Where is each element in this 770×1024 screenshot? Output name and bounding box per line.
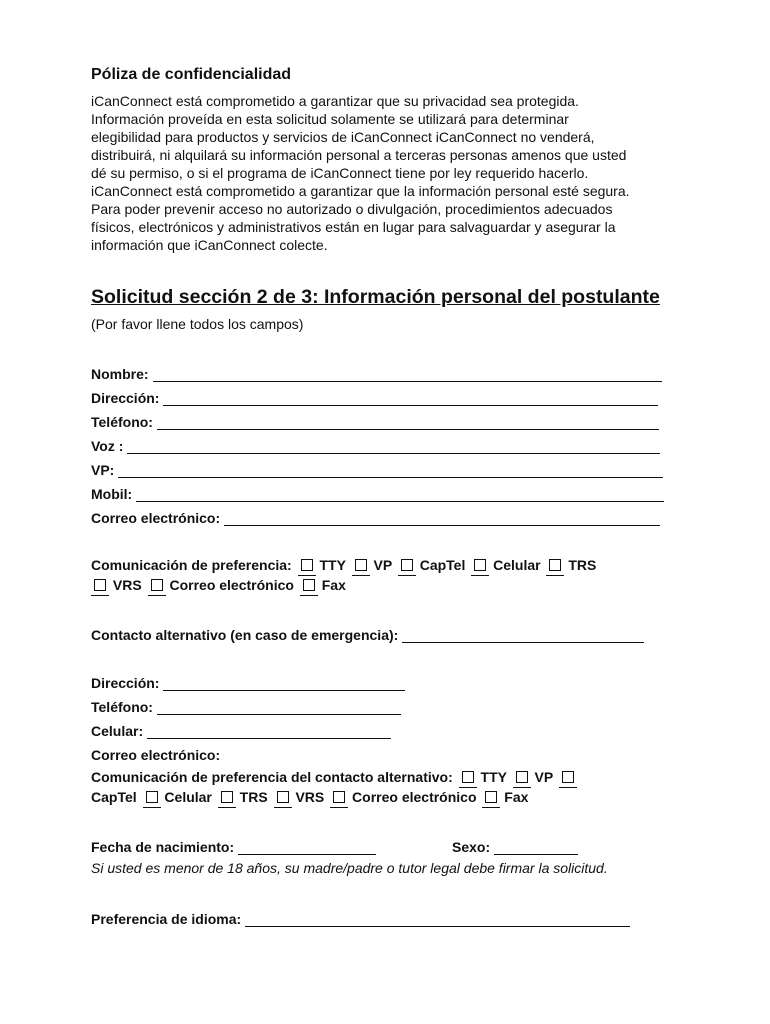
pref-label: Comunicación de preferencia: [91,557,292,573]
telefono-input-line[interactable] [157,414,659,430]
alt-contact-field [91,623,644,643]
checkbox-icon [462,771,474,783]
alt-pref-vp-checkbox[interactable] [513,768,531,788]
privacy-line: físicos, electrónicos y administrativos están en lugar para salvaguardar y asegurar la [91,219,616,235]
alt-pref-communication [91,768,577,808]
pref-fax-label: Fax [321,577,346,593]
privacy-line: Información proveída en esta solicitud solamente se utilizará para determinar [91,111,569,127]
checkbox-icon [485,791,497,803]
alt-pref-vrs-label: VRS [295,789,325,805]
alt-pref-correo-label: Correo electrónico [352,789,477,805]
alt-celular-field [91,719,391,739]
correo-input-line[interactable] [224,510,660,526]
privacy-line: iCanConnect está comprometido a garantizar que la información personal esté segura. [91,183,630,199]
voz-field [91,434,660,454]
direccion-input-line[interactable] [163,390,658,406]
checkbox-icon [301,559,313,571]
pref-celular-label: Celular [493,557,541,573]
direccion-label: Dirección: [91,390,160,406]
voz-input-line[interactable] [127,438,660,454]
language-input-line[interactable] [245,911,630,927]
pref-tty-label: TTY [319,557,346,573]
pref-celular-checkbox[interactable] [471,556,489,576]
privacy-line: Para poder prevenir acceso no autorizado o divulgación, procedimientos adecuados [91,201,613,217]
alt-pref-fax-checkbox[interactable] [482,788,500,808]
alt-pref-celular-checkbox[interactable] [143,788,161,808]
correo-label: Correo electrónico: [91,510,221,526]
alt-telefono-label: Teléfono: [91,699,153,715]
alt-pref-trs-checkbox[interactable] [218,788,236,808]
vp-label: VP: [91,462,115,478]
pref-communication [91,556,596,596]
alt-direccion-input-line[interactable] [163,675,405,691]
privacy-line: elegibilidad para productos y servicios de iCanConnect iCanConnect no venderá, [91,129,595,145]
alt-telefono-field [91,695,401,715]
checkbox-icon [221,791,233,803]
pref-correo-label: Correo electrónico [169,577,294,593]
pref-correo-checkbox[interactable] [148,576,166,596]
pref-fax-checkbox[interactable] [300,576,318,596]
section-title: Solicitud sección 2 de 3: Información personal del postulante [91,286,660,308]
pref-tty-checkbox[interactable] [298,556,316,576]
checkbox-icon [303,579,315,591]
privacy-line: dé su permiso, o si el programa de iCanConnect tiene por ley requerido hacerlo. [91,165,589,181]
privacy-paragraph [91,92,691,254]
section-subtitle: (Por favor llene todos los campos) [91,316,304,332]
checkbox-icon [333,791,345,803]
sex-label: Sexo: [452,839,491,855]
language-field [91,907,630,927]
birthdate-input-line[interactable] [238,839,376,855]
telefono-label: Teléfono: [91,414,153,430]
alt-celular-label: Celular: [91,723,144,739]
correo-field [91,506,660,526]
pref-vp-checkbox[interactable] [352,556,370,576]
checkbox-icon [146,791,158,803]
mobil-field [91,482,664,502]
pref-vp-label: VP [373,557,392,573]
privacy-title: Póliza de confidencialidad [91,66,292,83]
checkbox-icon [474,559,486,571]
alt-pref-tty-checkbox[interactable] [459,768,477,788]
sex-input-line[interactable] [494,839,578,855]
privacy-section [91,64,691,254]
privacy-line: distribuirá, ni alquilará su información personal a terceras personas amenos que usted [91,147,627,163]
alt-correo-field [91,743,220,763]
nombre-field [91,362,662,382]
checkbox-icon [516,771,528,783]
nombre-label: Nombre: [91,366,149,382]
alt-telefono-input-line[interactable] [157,699,401,715]
alt-pref-fax-label: Fax [504,789,529,805]
privacy-line: información que iCanConnect colecte. [91,237,328,253]
pref-captel-checkbox[interactable] [398,556,416,576]
checkbox-icon [355,559,367,571]
alt-direccion-field [91,671,405,691]
alt-pref-trs-label: TRS [239,789,268,805]
telefono-field [91,410,659,430]
language-label: Preferencia de idioma: [91,911,242,927]
birthdate-field [91,835,376,855]
alt-celular-input-line[interactable] [147,723,391,739]
nombre-input-line[interactable] [153,366,662,382]
vp-field [91,458,663,478]
direccion-field [91,386,658,406]
vp-input-line[interactable] [118,462,663,478]
checkbox-icon [277,791,289,803]
mobil-input-line[interactable] [136,486,664,502]
pref-vrs-label: VRS [112,577,142,593]
birthdate-label: Fecha de nacimiento: [91,839,235,855]
alt-pref-captel-label: CapTel [91,789,137,805]
alt-pref-label: Comunicación de preferencia del contacto alternativo: [91,769,453,785]
checkbox-icon [94,579,106,591]
checkbox-icon [562,771,574,783]
alt-pref-captel-checkbox[interactable] [559,768,577,788]
alt-correo-label: Correo electrónico: [91,747,221,763]
privacy-line: iCanConnect está comprometido a garantizar que su privacidad sea protegida. [91,93,579,109]
alt-pref-vrs-checkbox[interactable] [274,788,292,808]
alt-pref-celular-label: Celular [164,789,212,805]
pref-captel-label: CapTel [419,557,466,573]
alt-pref-tty-label: TTY [480,769,507,785]
alt-pref-correo-checkbox[interactable] [330,788,348,808]
checkbox-icon [151,579,163,591]
checkbox-icon [549,559,561,571]
alt-contact-label: Contacto alternativo (en caso de emergencia): [91,627,399,643]
voz-label: Voz : [91,438,124,454]
sex-field [452,835,578,855]
mobil-label: Mobil: [91,486,133,502]
pref-trs-checkbox[interactable] [546,556,564,576]
pref-trs-label: TRS [568,557,597,573]
pref-vrs-checkbox[interactable] [91,576,109,596]
minor-note: Si usted es menor de 18 años, su madre/padre o tutor legal debe firmar la solicitud. [91,860,608,876]
alt-pref-vp-label: VP [534,769,553,785]
alt-direccion-label: Dirección: [91,675,160,691]
checkbox-icon [401,559,413,571]
alt-contact-input-line[interactable] [402,627,644,643]
